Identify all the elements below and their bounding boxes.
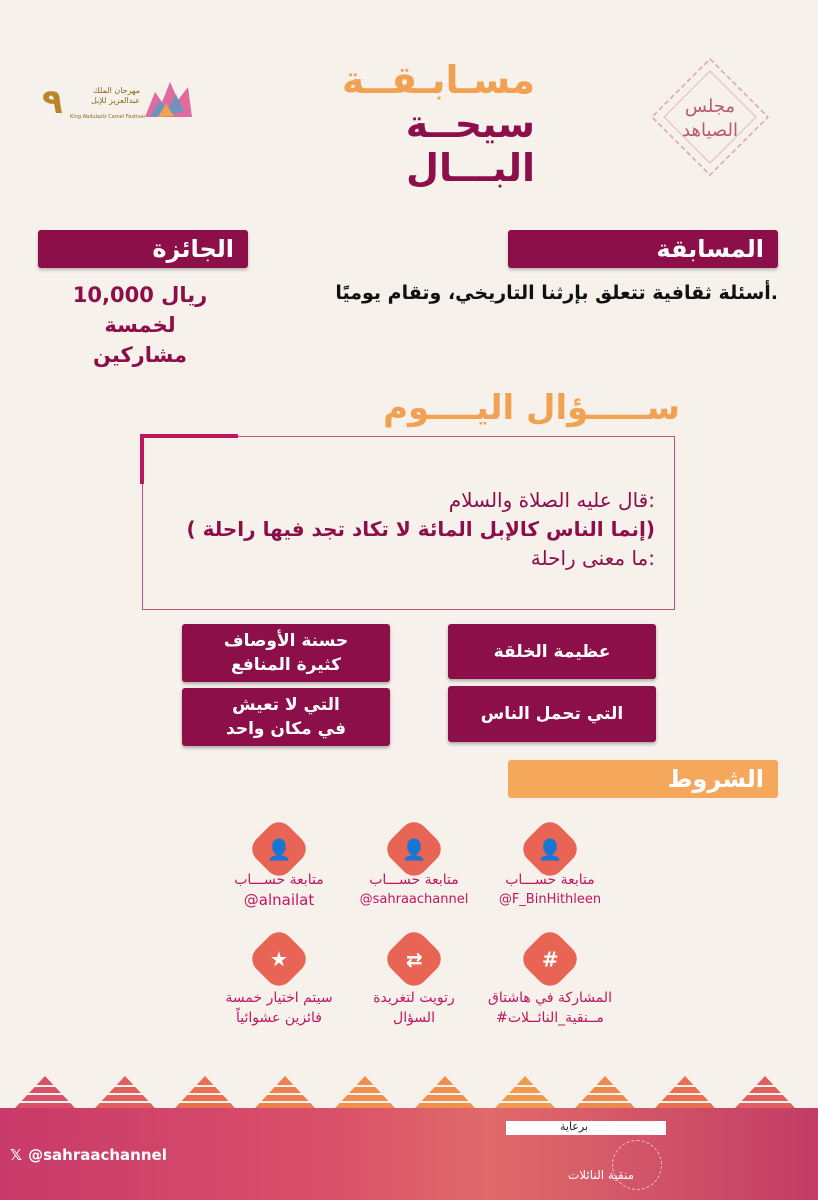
sponsor-logo-icon xyxy=(612,1140,662,1190)
decorative-pattern xyxy=(0,1068,818,1110)
question-line-3: ما معنى راحلة: xyxy=(530,546,655,570)
festival-logo-text: مهرجان الملك عبدالعزيز للإبل xyxy=(91,86,140,105)
option-nomadic[interactable]: التي لا تعيش في مكان واحد xyxy=(182,688,390,746)
sponsor-label: برعاية xyxy=(560,1120,589,1133)
option-great-build[interactable]: عظيمة الخلقة xyxy=(448,624,656,679)
competition-header: المسابقة xyxy=(508,230,778,268)
hashtag-icon: # xyxy=(517,926,582,991)
title-line-1: مسـابـقــة xyxy=(341,58,535,102)
prize-header: الجائزة xyxy=(38,230,248,268)
add-user-icon: 👤 xyxy=(517,816,582,881)
rule-hashtag: المشاركة في هاشتاق #مــنقية_النائــلات xyxy=(488,990,612,1026)
sponsor-name: منقية النائلات xyxy=(568,1168,635,1182)
title-line-2: سيحــة البـــال xyxy=(405,102,535,190)
festival-logo-number: ٩ xyxy=(42,82,63,122)
prize-details xyxy=(60,280,220,370)
rule-follow-binhithleen: متابعة حســـاب @F_BinHithleen xyxy=(498,872,602,907)
competition-description: أسئلة ثقافية تتعلق بإرثنا التاريخي، وتقام يوميًا. xyxy=(335,282,778,304)
festival-logo-sub: King Abdulaziz Camel Festival xyxy=(70,114,145,120)
add-user-icon: 👤 xyxy=(381,816,446,881)
x-logo-icon: 𝕏 xyxy=(10,1146,23,1164)
retweet-icon: ⇄ xyxy=(381,926,446,991)
conditions-header: الشروط xyxy=(508,760,778,798)
podium-icon: ★ xyxy=(246,926,311,991)
option-good-traits[interactable]: حسنة الأوصاف كثيرة المنافع xyxy=(182,624,390,682)
question-line-1: قال عليه الصلاة والسلام: xyxy=(448,488,655,512)
question-text xyxy=(150,486,655,573)
question-box-accent-vertical xyxy=(140,434,144,484)
prize-winners: لخمسة مشاركين xyxy=(92,313,188,367)
rule-winners: سيتم اختيار خمسة فائزين عشوائياً xyxy=(225,990,333,1026)
prize-amount: 10,000 ريال xyxy=(72,283,208,307)
question-box-accent xyxy=(142,434,238,438)
rule-follow-alnailat: متابعة حســـاب @alnailat xyxy=(234,872,324,909)
question-line-2: ( إنما الناس كالإبل المائة لا تكاد تجد فيها راحلة) xyxy=(186,517,655,541)
question-heading: ســـــؤال اليــــوم xyxy=(383,388,680,428)
user-icon: 👤 xyxy=(246,816,311,881)
festival-logo xyxy=(42,78,192,130)
rule-retweet: رتويت لتغريدة السؤال xyxy=(373,990,455,1026)
majlis-logo xyxy=(648,55,773,180)
majlis-logo-text: مجلس الصياهد xyxy=(682,96,738,141)
twitter-handle[interactable]: 𝕏 @sahraachannel xyxy=(10,1146,167,1164)
option-carries-people[interactable]: التي تحمل الناس xyxy=(448,686,656,742)
camel-riders-icon xyxy=(140,72,195,124)
rule-follow-sahraachannel: متابعة حســـاب @sahraachannel xyxy=(359,872,469,907)
